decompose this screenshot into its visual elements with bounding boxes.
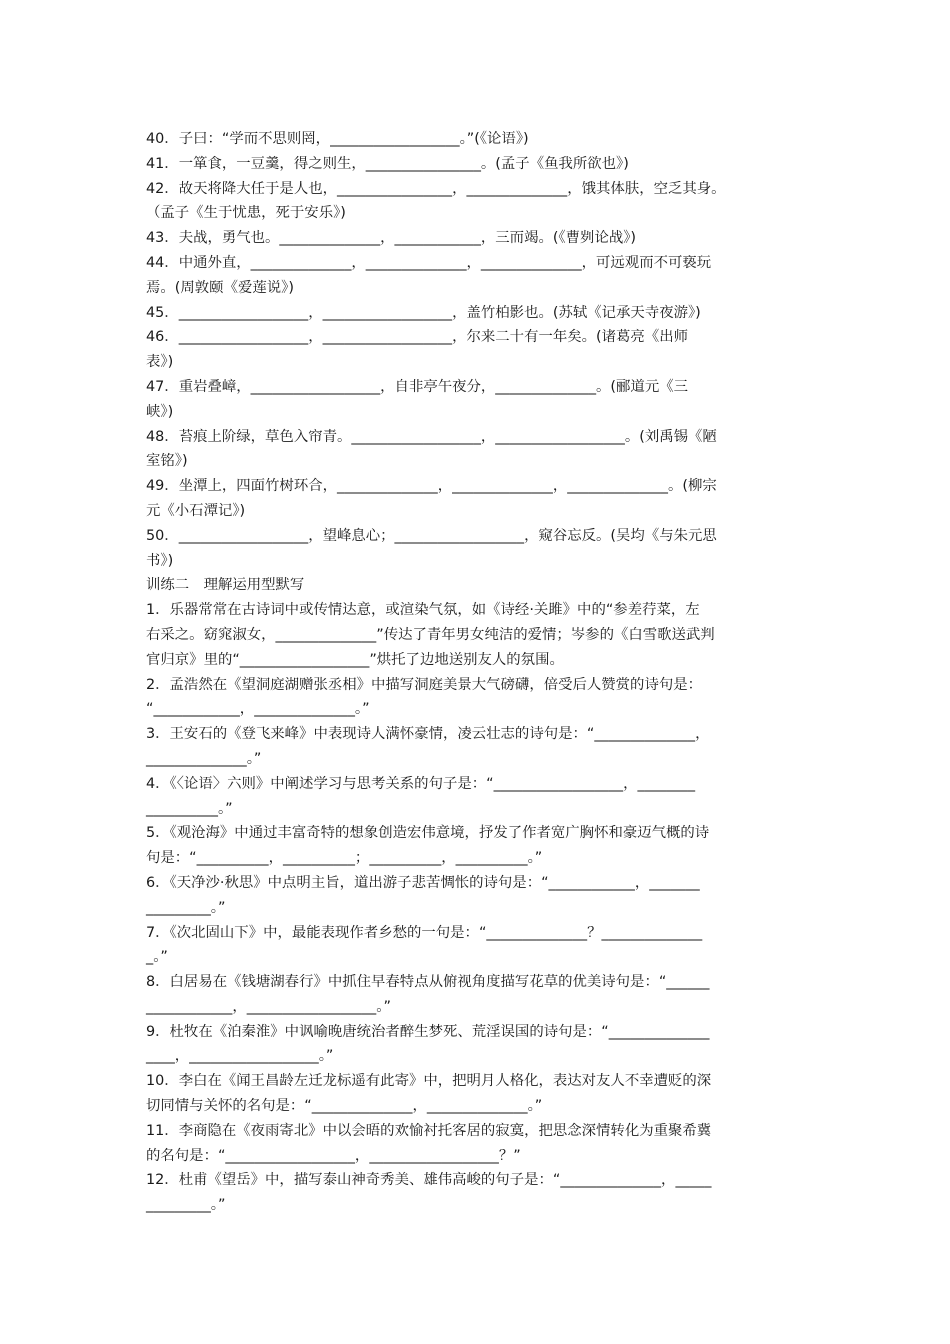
- text-line: 41．一箪食，一豆羹，得之则生，________________。(孟子《鱼我所欲也》): [146, 155, 629, 172]
- text-line: 表》): [146, 354, 174, 371]
- text-line: 47．重岩叠嶂，__________________，自非亭午夜分，______________。(郦道元《三: [146, 378, 688, 395]
- text-line: __________。”: [146, 800, 233, 817]
- section-heading: 训练二 理解运用型默写: [146, 577, 305, 594]
- text-line: _。”: [146, 949, 168, 966]
- text-line: （孟子《生于忧患，死于安乐》): [146, 205, 346, 222]
- text-line: _________。”: [146, 899, 226, 916]
- text-line: 49．坐潭上，四面竹树环合，______________，______________，______________。(柳宗: [146, 478, 717, 495]
- text-line: 6．《天净沙·秋思》中点明主旨，道出游子悲苦惆怅的诗句是：“____________，_______: [146, 874, 700, 891]
- text-line: 45．__________________，__________________，盖竹柏影也。(苏轼《记承天寺夜游》): [146, 304, 701, 321]
- text-line: 的名句是：“__________________，__________________？”: [146, 1147, 521, 1164]
- document-body: [146, 127, 808, 1218]
- text-line: 室铭》): [146, 453, 188, 470]
- text-line: 4．《〈论语〉六则》中阐述学习与思考关系的句子是：“__________________，________: [146, 775, 696, 792]
- text-line: 元《小石潭记》): [146, 502, 246, 519]
- text-line: 10．李白在《闻王昌龄左迁龙标遥有此寄》中，把明月人格化，表达对友人不幸遭贬的深: [146, 1073, 712, 1090]
- text-line: 焉。(周敦颐《爱莲说》): [146, 279, 294, 296]
- text-line: 1．乐器常常在古诗词中或传情达意，或渲染气氛，如《诗经·关雎》中的“参差荇菜，左: [146, 602, 700, 619]
- text-line: 9．杜牧在《泊秦淮》中讽喻晚唐统治者醉生梦死、荒淫误国的诗句是：“______________: [146, 1023, 710, 1040]
- text-line: 5．《观沧海》中通过丰富奇特的想象创造宏伟意境，抒发了作者宽广胸怀和豪迈气概的诗: [146, 825, 710, 842]
- text-line: “____________，______________。”: [146, 701, 370, 718]
- text-line: ______________。”: [146, 750, 262, 767]
- text-line: 右采之。窈窕淑女，______________”传达了青年男女纯洁的爱情；岑参的《白雪歌送武判: [146, 626, 715, 643]
- text-line: 12．杜甫《望岳》中，描写泰山神奇秀美、雄伟高峻的句子是：“______________，_____: [146, 1172, 712, 1189]
- text-line: ____，__________________。”: [146, 1048, 334, 1065]
- text-line: 7．《次北固山下》中，最能表现作者乡愁的一句是：“______________？______________: [146, 924, 703, 941]
- text-line: 43．夫战，勇气也。______________，____________，三而竭。(《曹刿论战》): [146, 230, 637, 247]
- text-line: 42．故天将降大任于是人也，________________，______________，饿其体肤，空乏其身。: [146, 180, 726, 197]
- text-line: 8．白居易在《钱塘湖春行》中抓住早春特点从俯视角度描写花草的优美诗句是：“______: [146, 974, 710, 991]
- text-line: 44．中通外直，______________，______________，______________，可远观而不可亵玩: [146, 254, 712, 271]
- text-line: _________。”: [146, 1197, 226, 1214]
- text-line: 50．__________________，望峰息心；__________________，窥谷忘反。(吴均《与朱元思: [146, 527, 717, 544]
- text-line: 11．李商隐在《夜雨寄北》中以会晤的欢愉衬托客居的寂寞，把思念深情转化为重聚希冀: [146, 1122, 712, 1139]
- text-line: 官归京》里的“__________________”烘托了边地送别友人的氛围。: [146, 651, 564, 668]
- text-line: 40．子曰：“学而不思则罔，__________________。”(《论语》): [146, 131, 529, 147]
- text-line: 句是：“__________，__________；__________，__________。”: [146, 850, 543, 867]
- text-line: 48．苔痕上阶绿，草色入帘青。__________________，__________________。(刘禹锡《陋: [146, 428, 717, 445]
- text-line: 46．__________________，__________________，尔来二十有一年矣。(诸葛亮《出师: [146, 329, 688, 346]
- text-line: ____________，__________________。”: [146, 998, 391, 1015]
- text-line: 2．孟浩然在《望洞庭湖赠张丞相》中描写洞庭美景大气磅礴，倍受后人赞赏的诗句是：: [146, 676, 703, 693]
- text-line: 切同情与关怀的名句是：“______________，______________。”: [146, 1098, 543, 1115]
- text-line: 书》): [146, 552, 174, 569]
- text-line: 3．王安石的《登飞来峰》中表现诗人满怀豪情，凌云壮志的诗句是：“______________，: [146, 726, 710, 743]
- text-line: 峡》): [146, 403, 174, 420]
